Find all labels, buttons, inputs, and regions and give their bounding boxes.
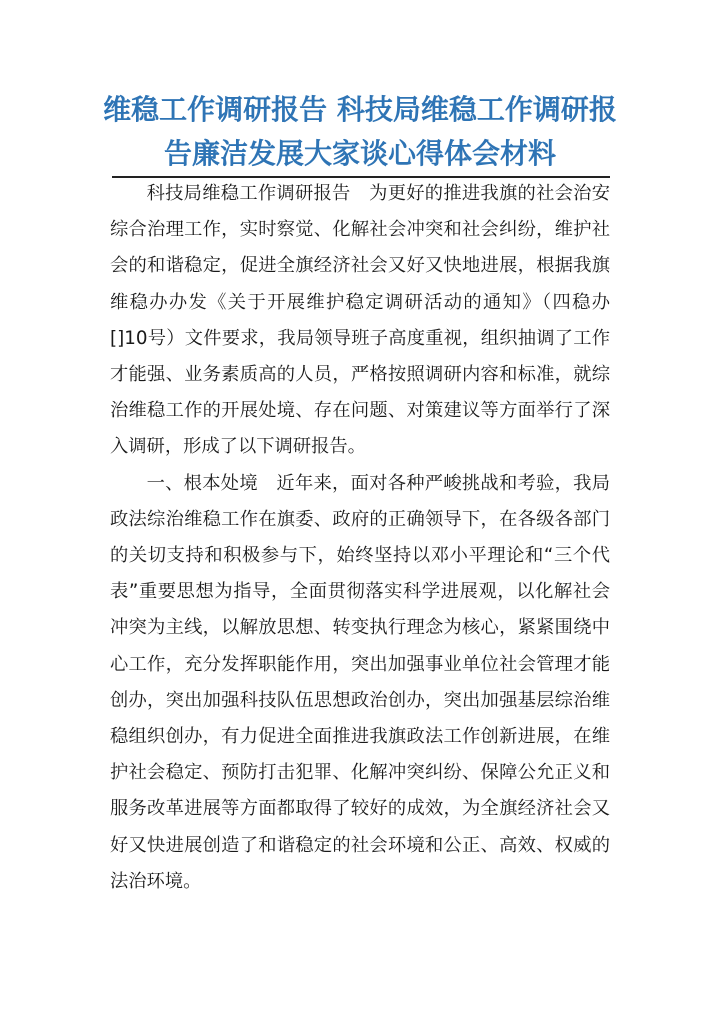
title-line-1: 维稳工作调研报告 科技局维稳工作调研报: [103, 93, 617, 126]
paragraph-intro: 科技局维稳工作调研报告 为更好的推进我旗的社会治安综合治理工作，实时察觉、化解社会冲突和社会纠纷，维护社会的和谐稳定，促进全旗经济社会又好又快地进展，根据我旗维稳办办发《关于开展维护稳定调研活动的通知》（四稳办[]10号）文件要求，我局领导班子高度重视，组织抽调了工作才能强、业务素质高的人员，严格按照调研内容和标准，就综治维稳工作的开展处境、存在问题、对策建议等方面举行了深入调研，形成了以下调研报告。: [110, 183, 610, 458]
document-body: [110, 176, 610, 900]
document-title: [0, 88, 720, 176]
paragraph-section-1: 一、根本处境 近年来，面对各种严峻挑战和考验，我局政法综治维稳工作在旗委、政府的正确领导下，在各级各部门的关切支持和积极参与下，始终坚持以邓小平理论和“三个代表”重要思想为指导，全面贯彻落实科学进展观，以化解社会冲突为主线，以解放思想、转变执行理念为核心，紧紧围绕中心工作，充分发挥职能作用，突出加强事业单位社会管理才能创办，突出加强科技队伍思想政治创办，突出加强基层综治维稳组织创办，有力促进全面推进我旗政法工作创新进展，在维护社会稳定、预防打击犯罪、化解冲突纠纷、保障公允正义和服务改革进展等方面都取得了较好的成效，为全旗经济社会又好又快进展创造了和谐稳定的社会环境和公正、高效、权威的法治环境。: [110, 472, 610, 892]
title-line-2: 告廉洁发展大家谈心得体会材料: [163, 137, 556, 170]
